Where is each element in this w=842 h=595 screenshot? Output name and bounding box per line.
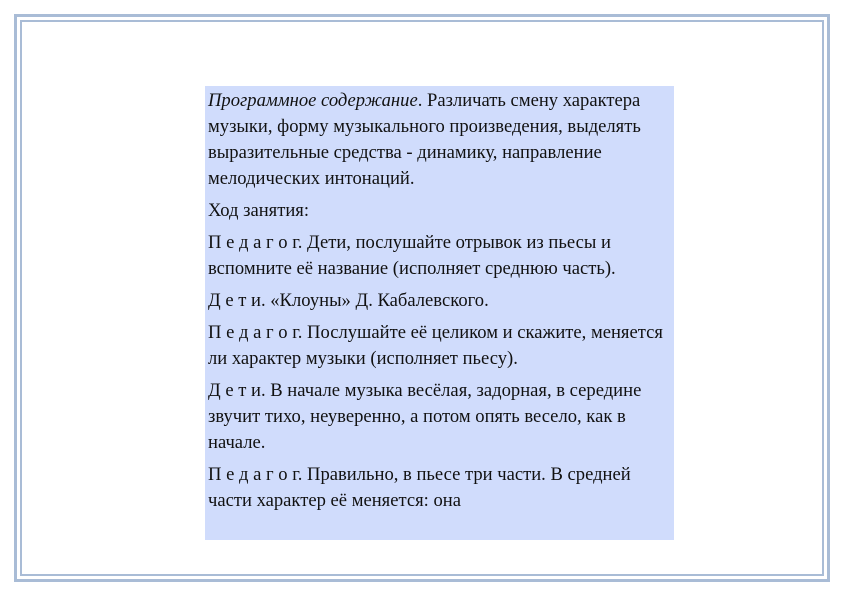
paragraph-program-content xyxy=(208,88,672,192)
paragraph-teacher-1: П е д а г о г. Дети, послушайте отрывок из пьесы и вспомните её название (исполняет среднюю часть). xyxy=(208,232,616,279)
program-content-text: . Различать смену характера музыки, форму музыкального произведения, выделять выразительные средства - динамику, направление мелодических интонаций. xyxy=(208,90,641,189)
paragraph-children-2: Д е т и. В начале музыка весёлая, задорная, в середине звучит тихо, неуверенно, а потом опять весело, как в начале. xyxy=(208,380,642,453)
paragraph-teacher-2: П е д а г о г. Послушайте её целиком и скажите, меняется ли характер музыки (исполняет пьесу). xyxy=(208,322,663,369)
paragraph-children-1: Д е т и. «Клоуны» Д. Кабалевского. xyxy=(208,290,489,311)
paragraph-teacher-3: П е д а г о г. Правильно, в пьесе три части. В средней части характер её меняется: она xyxy=(208,464,631,511)
program-content-label: Программное содержание xyxy=(208,90,418,111)
paragraph-lesson-heading: Ход занятия: xyxy=(208,200,310,221)
content-text-box xyxy=(205,86,674,540)
